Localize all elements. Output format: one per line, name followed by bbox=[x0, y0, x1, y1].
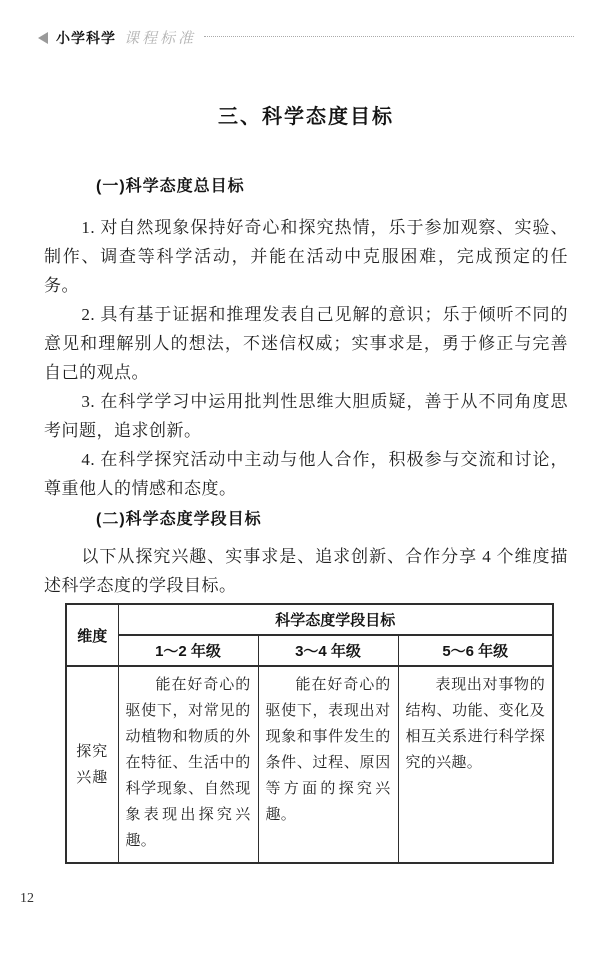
paragraph-3: 3. 在科学学习中运用批判性思维大胆质疑，善于从不同角度思考问题，追求创新。 bbox=[44, 392, 568, 440]
page-title: 三、科学态度目标 bbox=[218, 106, 394, 128]
page-number: 12 bbox=[20, 891, 34, 906]
back-triangle-icon bbox=[38, 32, 48, 44]
section-heading-2: (二)科学态度学段目标 bbox=[96, 511, 262, 528]
grade-cell-3-4: 能在好奇心的驱使下，表现出对现象和事件发生的条件、过程、原因等方面的探究兴趣。 bbox=[258, 666, 398, 863]
section-heading-1: (一)科学态度总目标 bbox=[96, 178, 245, 195]
span-header-cell: 科学态度学段目标 bbox=[118, 604, 553, 635]
grade-header-3-4: 3～4 年级 bbox=[258, 635, 398, 666]
grade-cell-5-6: 表现出对事物的结构、功能、变化及相互关系进行科学探究的兴趣。 bbox=[398, 666, 553, 863]
paragraph-1: 1. 对自然现象保持好奇心和探究热情，乐于参加观察、实验、制作、调查等科学活动，并能在活动中克服困难，完成预定的任务。 bbox=[44, 218, 568, 295]
grade-header-5-6: 5～6 年级 bbox=[398, 635, 553, 666]
main-text-block bbox=[44, 103, 568, 864]
table-row bbox=[66, 666, 553, 863]
table-intro-paragraph: 以下从探究兴趣、实事求是、追求创新、合作分享 4 个维度描述科学态度的学段目标。 bbox=[44, 547, 568, 595]
table-header-row-2 bbox=[66, 635, 553, 666]
subtitle-label: 课程标准 bbox=[124, 31, 197, 47]
objectives-table bbox=[65, 603, 554, 864]
grade-cell-1-2: 能在好奇心的驱使下，对常见的动植物和物质的外在特征、生活中的科学现象、自然现象表现出探究兴趣。 bbox=[118, 666, 258, 863]
dimension-header-cell: 维度 bbox=[66, 604, 118, 666]
table-header-row-1 bbox=[66, 604, 553, 635]
grade-header-1-2: 1～2 年级 bbox=[118, 635, 258, 666]
brand-label: 小学科学 bbox=[56, 29, 116, 46]
dimension-cell: 探究兴趣 bbox=[66, 666, 118, 863]
header-dotted-rule bbox=[204, 36, 574, 37]
paragraph-4: 4. 在科学探究活动中主动与他人合作，积极参与交流和讨论，尊重他人的情感和态度。 bbox=[44, 450, 568, 498]
paragraph-2: 2. 具有基于证据和推理发表自己见解的意识；乐于倾听不同的意见和理解别人的想法，不迷信权威；实事求是，勇于修正与完善自己的观点。 bbox=[44, 305, 568, 382]
running-head bbox=[38, 27, 574, 48]
